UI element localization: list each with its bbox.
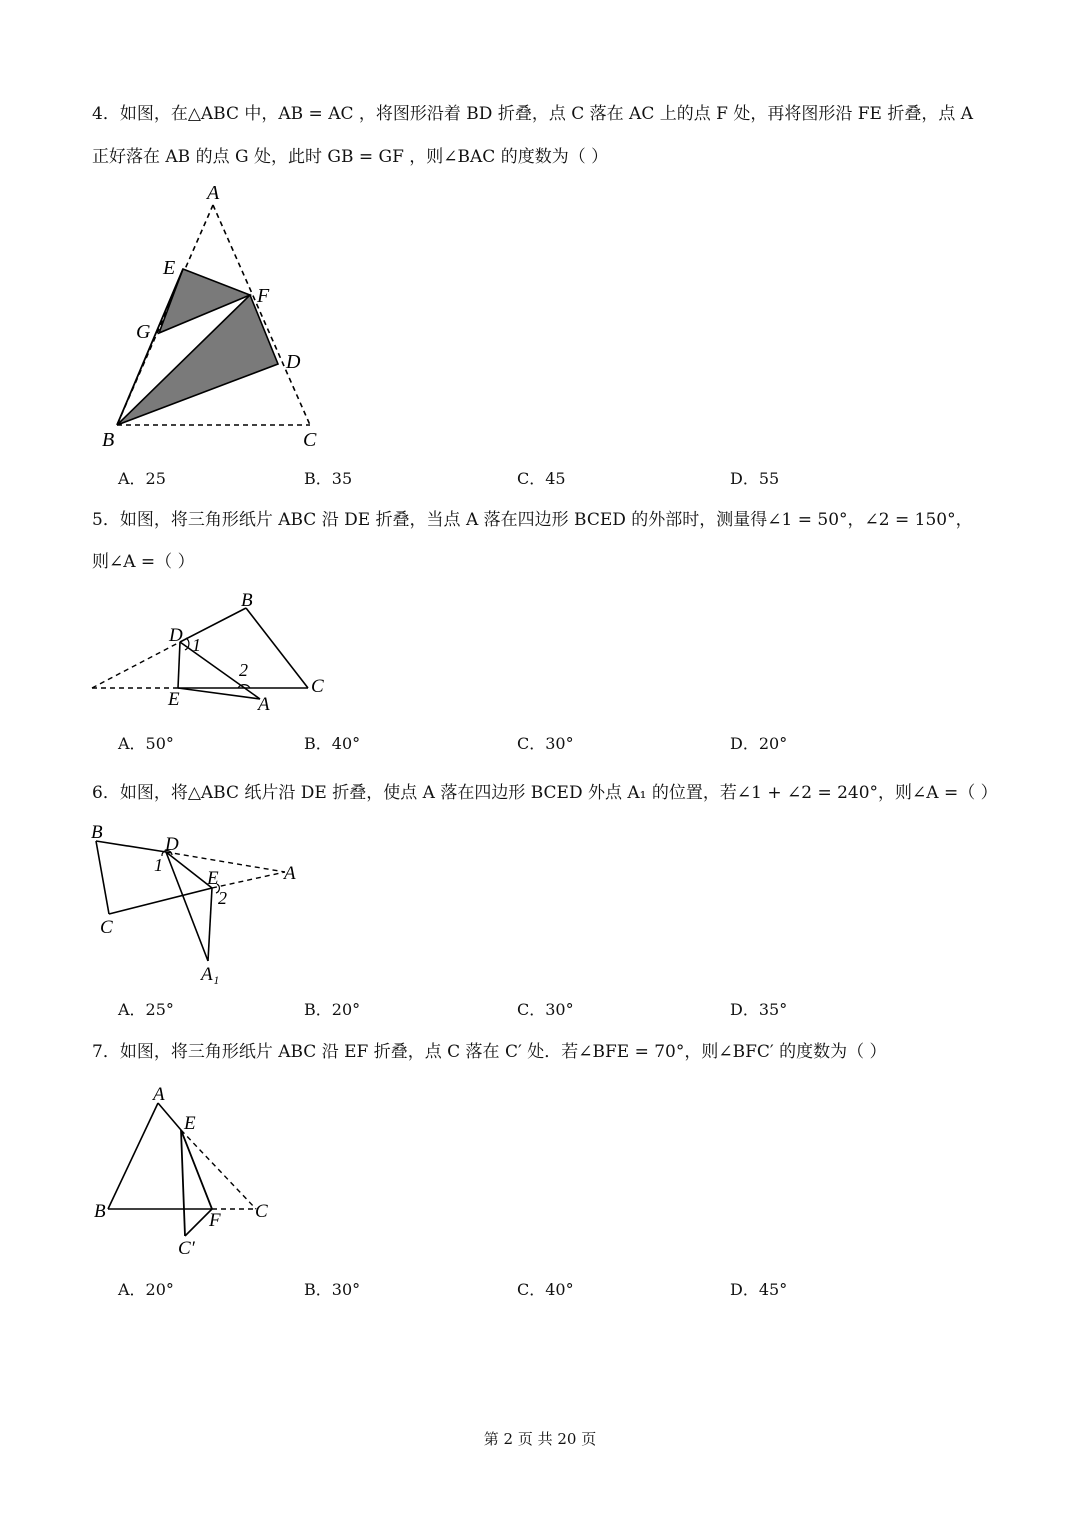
label-d: D: [169, 625, 183, 646]
label-a: A: [284, 863, 296, 884]
label-a: A: [153, 1084, 165, 1105]
question-5-option-d[interactable]: D．20°: [730, 734, 788, 753]
angle-2-label: 2: [239, 660, 248, 680]
question-4-option-a[interactable]: A．25: [118, 469, 166, 488]
question-5-option-c[interactable]: C．30°: [517, 734, 574, 753]
question-5-line-2: 则∠A =（ ）: [92, 552, 195, 572]
question-4-option-b[interactable]: B．35: [304, 469, 353, 488]
label-b: B: [94, 1201, 106, 1222]
label-f: F: [257, 285, 270, 307]
label-c: C: [100, 917, 113, 938]
page-footer: 第 2 页 共 20 页: [483, 1430, 597, 1448]
question-5-line-1: 5．如图，将三角形纸片 ABC 沿 DE 折叠，当点 A 落在四边形 BCED 的外部时，测量得∠1 = 50°，∠2 = 150°，: [92, 510, 973, 530]
question-4-option-d[interactable]: D．55: [730, 469, 780, 488]
question-6-option-a[interactable]: A．25°: [118, 1000, 174, 1019]
question-6-option-d[interactable]: D．35°: [730, 1000, 788, 1019]
question-6-option-c[interactable]: C．30°: [517, 1000, 574, 1019]
question-4-figure: [95, 178, 335, 453]
label-c-prime: C′: [178, 1238, 195, 1259]
question-7-option-b[interactable]: B．30°: [304, 1280, 361, 1299]
label-d: D: [286, 351, 301, 373]
label-b: B: [102, 429, 115, 451]
label-e: E: [163, 257, 176, 279]
label-b: B: [91, 822, 103, 843]
question-6-option-b[interactable]: B．20°: [304, 1000, 361, 1019]
label-f: F: [209, 1210, 221, 1231]
question-4-line-1: 4．如图，在△ABC 中，AB = AC ，将图形沿着 BD 折叠，点 C 落在 AC 上的点 F 处，再将图形沿 FE 折叠，点 A: [92, 104, 974, 124]
label-e: E: [184, 1113, 196, 1134]
question-7-line-1: 7．如图，将三角形纸片 ABC 沿 EF 折叠，点 C 落在 C′ 处．若∠BFE = 70°，则∠BFC′ 的度数为（ ）: [92, 1042, 887, 1062]
question-4-option-c[interactable]: C．45: [517, 469, 566, 488]
label-g: G: [136, 321, 151, 343]
question-5-figure: [88, 588, 348, 718]
label-b: B: [241, 590, 253, 611]
label-d: D: [165, 834, 179, 855]
angle-1-label: 1: [192, 635, 201, 655]
label-e: E: [168, 689, 180, 710]
label-c: C: [255, 1201, 268, 1222]
angle-2-label: 2: [218, 888, 227, 908]
label-c: C: [303, 429, 317, 451]
question-7-figure: [88, 1082, 288, 1262]
question-5-option-b[interactable]: B．40°: [304, 734, 361, 753]
label-a: A: [258, 694, 270, 715]
question-6-figure: [88, 818, 318, 988]
label-a: A: [207, 182, 220, 204]
question-7-option-d[interactable]: D．45°: [730, 1280, 788, 1299]
question-7-option-c[interactable]: C．40°: [517, 1280, 574, 1299]
label-e: E: [207, 868, 219, 889]
question-7-option-a[interactable]: A．20°: [118, 1280, 174, 1299]
label-c: C: [311, 676, 324, 697]
label-a1: A₁: [201, 964, 220, 985]
question-5-option-a[interactable]: A．50°: [118, 734, 174, 753]
question-4-line-2: 正好落在 AB 的点 G 处，此时 GB = GF ，则∠BAC 的度数为（ ）: [92, 147, 609, 167]
angle-1-label: 1: [154, 855, 163, 875]
question-6-line-1: 6．如图，将△ABC 纸片沿 DE 折叠，使点 A 落在四边形 BCED 外点 A₁ 的位置，若∠1 + ∠2 = 240°，则∠A =（ ）: [92, 783, 998, 803]
